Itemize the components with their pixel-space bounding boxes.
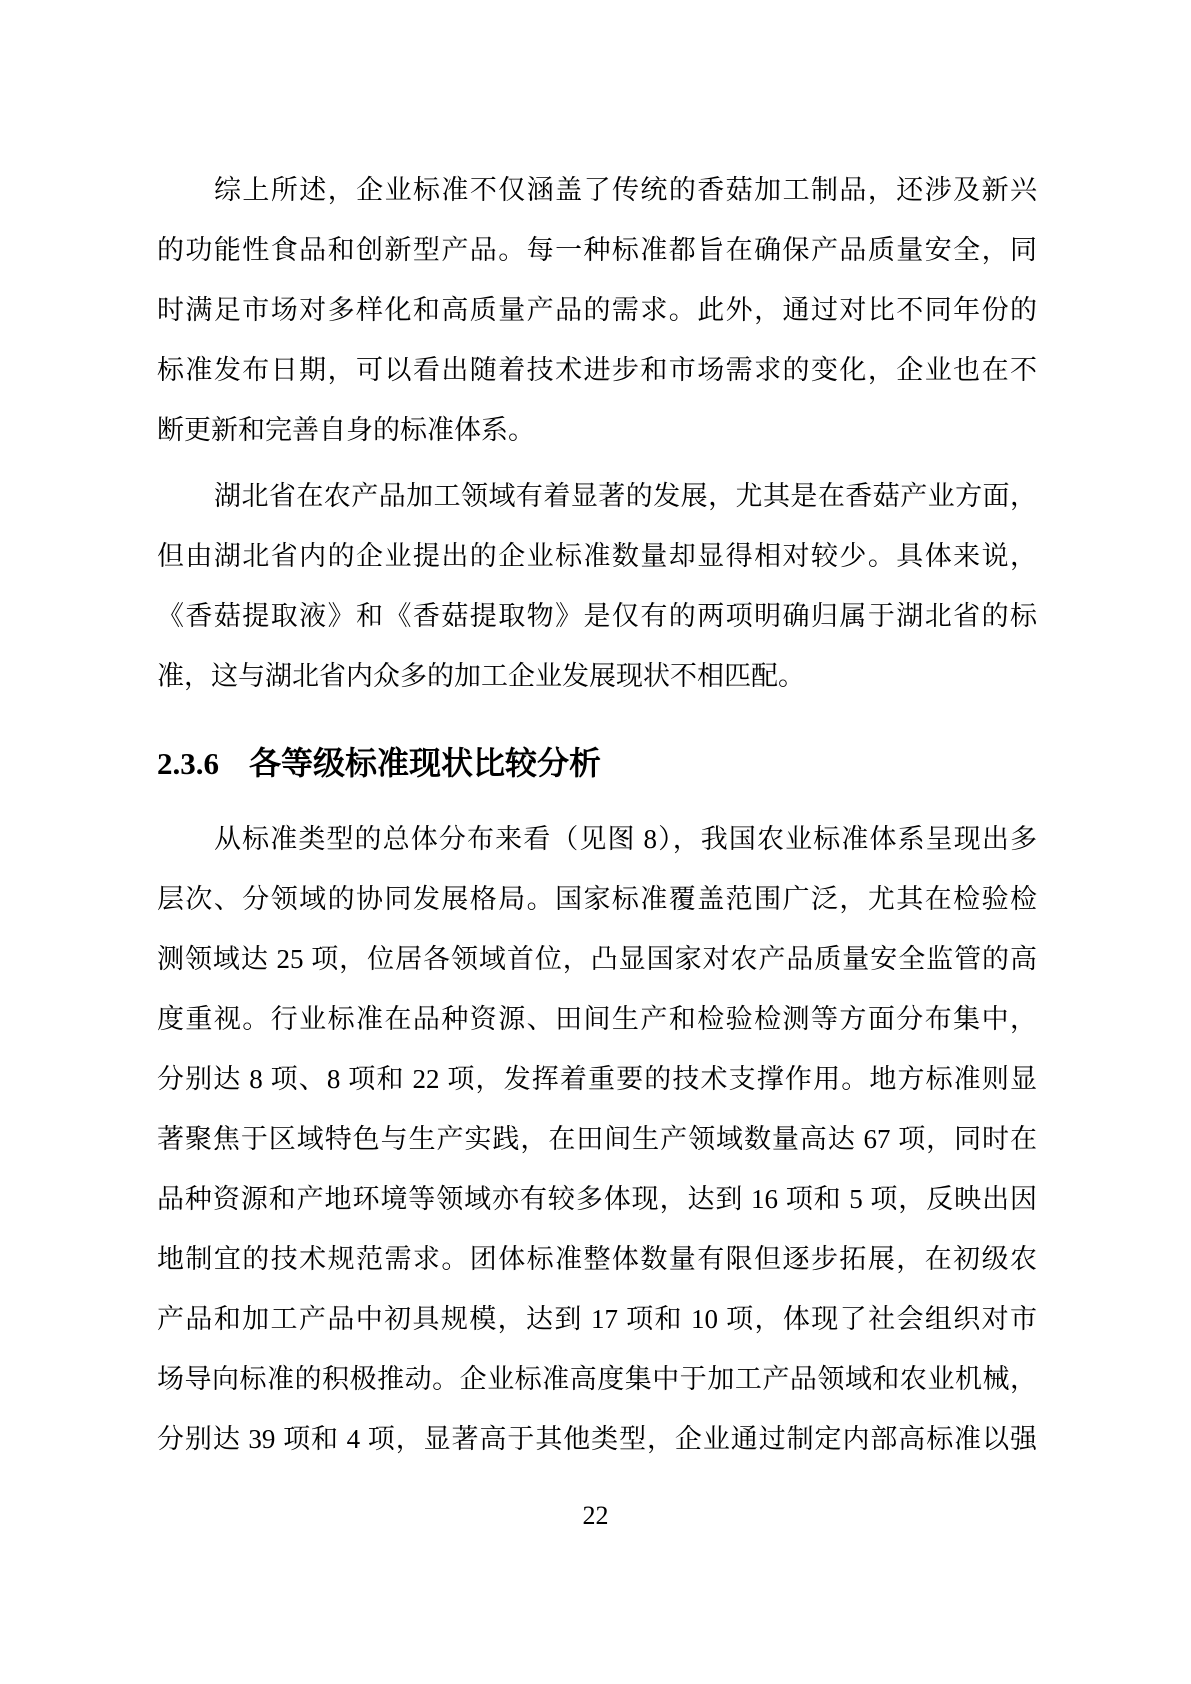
- section-heading-title: 各等级标准现状比较分析: [249, 744, 602, 782]
- body-text-line: 测领域达 25 项，位居各领域首位，凸显国家对农产品质量安全监管的高: [157, 944, 1037, 974]
- body-text-line: 层次、分领域的协同发展格局。国家标准覆盖范围广泛，尤其在检验检: [157, 884, 1037, 914]
- body-text-line: 湖北省在农产品加工领域有着显著的发展，尤其是在香菇产业方面，: [214, 481, 1037, 511]
- body-text-line: 分别达 39 项和 4 项，显著高于其他类型，企业通过制定内部高标准以强: [157, 1424, 1037, 1454]
- section-heading-number: 2.3.6: [157, 746, 219, 781]
- body-text-line: 的功能性食品和创新型产品。每一种标准都旨在确保产品质量安全，同: [157, 235, 1037, 265]
- body-text-line: 断更新和完善自身的标准体系。: [157, 415, 535, 445]
- page-content: [157, 160, 1037, 1469]
- body-text-line: 《香菇提取液》和《香菇提取物》是仅有的两项明确归属于湖北省的标: [157, 601, 1037, 631]
- body-text-line: 时满足市场对多样化和高质量产品的需求。此外，通过对比不同年份的: [157, 295, 1037, 325]
- body-text-line: 著聚焦于区域特色与生产实践，在田间生产领域数量高达 67 项，同时在: [157, 1124, 1037, 1154]
- section-heading: [157, 739, 1037, 787]
- paragraph: [157, 160, 1037, 460]
- paragraph: [157, 809, 1037, 1469]
- page-number: 22: [582, 1501, 609, 1530]
- body-text-line: 但由湖北省内的企业提出的企业标准数量却显得相对较少。具体来说，: [157, 541, 1037, 571]
- body-text-line: 标准发布日期，可以看出随着技术进步和市场需求的变化，企业也在不: [157, 355, 1037, 385]
- body-text-line: 产品和加工产品中初具规模，达到 17 项和 10 项，体现了社会组织对市: [157, 1304, 1037, 1334]
- body-text-line: 分别达 8 项、8 项和 22 项，发挥着重要的技术支撑作用。地方标准则显: [157, 1064, 1037, 1094]
- body-text-line: 准，这与湖北省内众多的加工企业发展现状不相匹配。: [157, 661, 805, 691]
- paragraph: [157, 466, 1037, 706]
- body-text-line: 综上所述，企业标准不仅涵盖了传统的香菇加工制品，还涉及新兴: [214, 175, 1037, 205]
- body-text-line: 从标准类型的总体分布来看（见图 8），我国农业标准体系呈现出多: [214, 824, 1037, 854]
- body-text-line: 地制宜的技术规范需求。团体标准整体数量有限但逐步拓展，在初级农: [157, 1244, 1037, 1274]
- body-text-line: 场导向标准的积极推动。企业标准高度集中于加工产品领域和农业机械，: [157, 1364, 1037, 1394]
- body-text-line: 度重视。行业标准在品种资源、田间生产和检验检测等方面分布集中，: [157, 1004, 1037, 1034]
- body-text-line: 品种资源和产地环境等领域亦有较多体现，达到 16 项和 5 项，反映出因: [157, 1184, 1037, 1214]
